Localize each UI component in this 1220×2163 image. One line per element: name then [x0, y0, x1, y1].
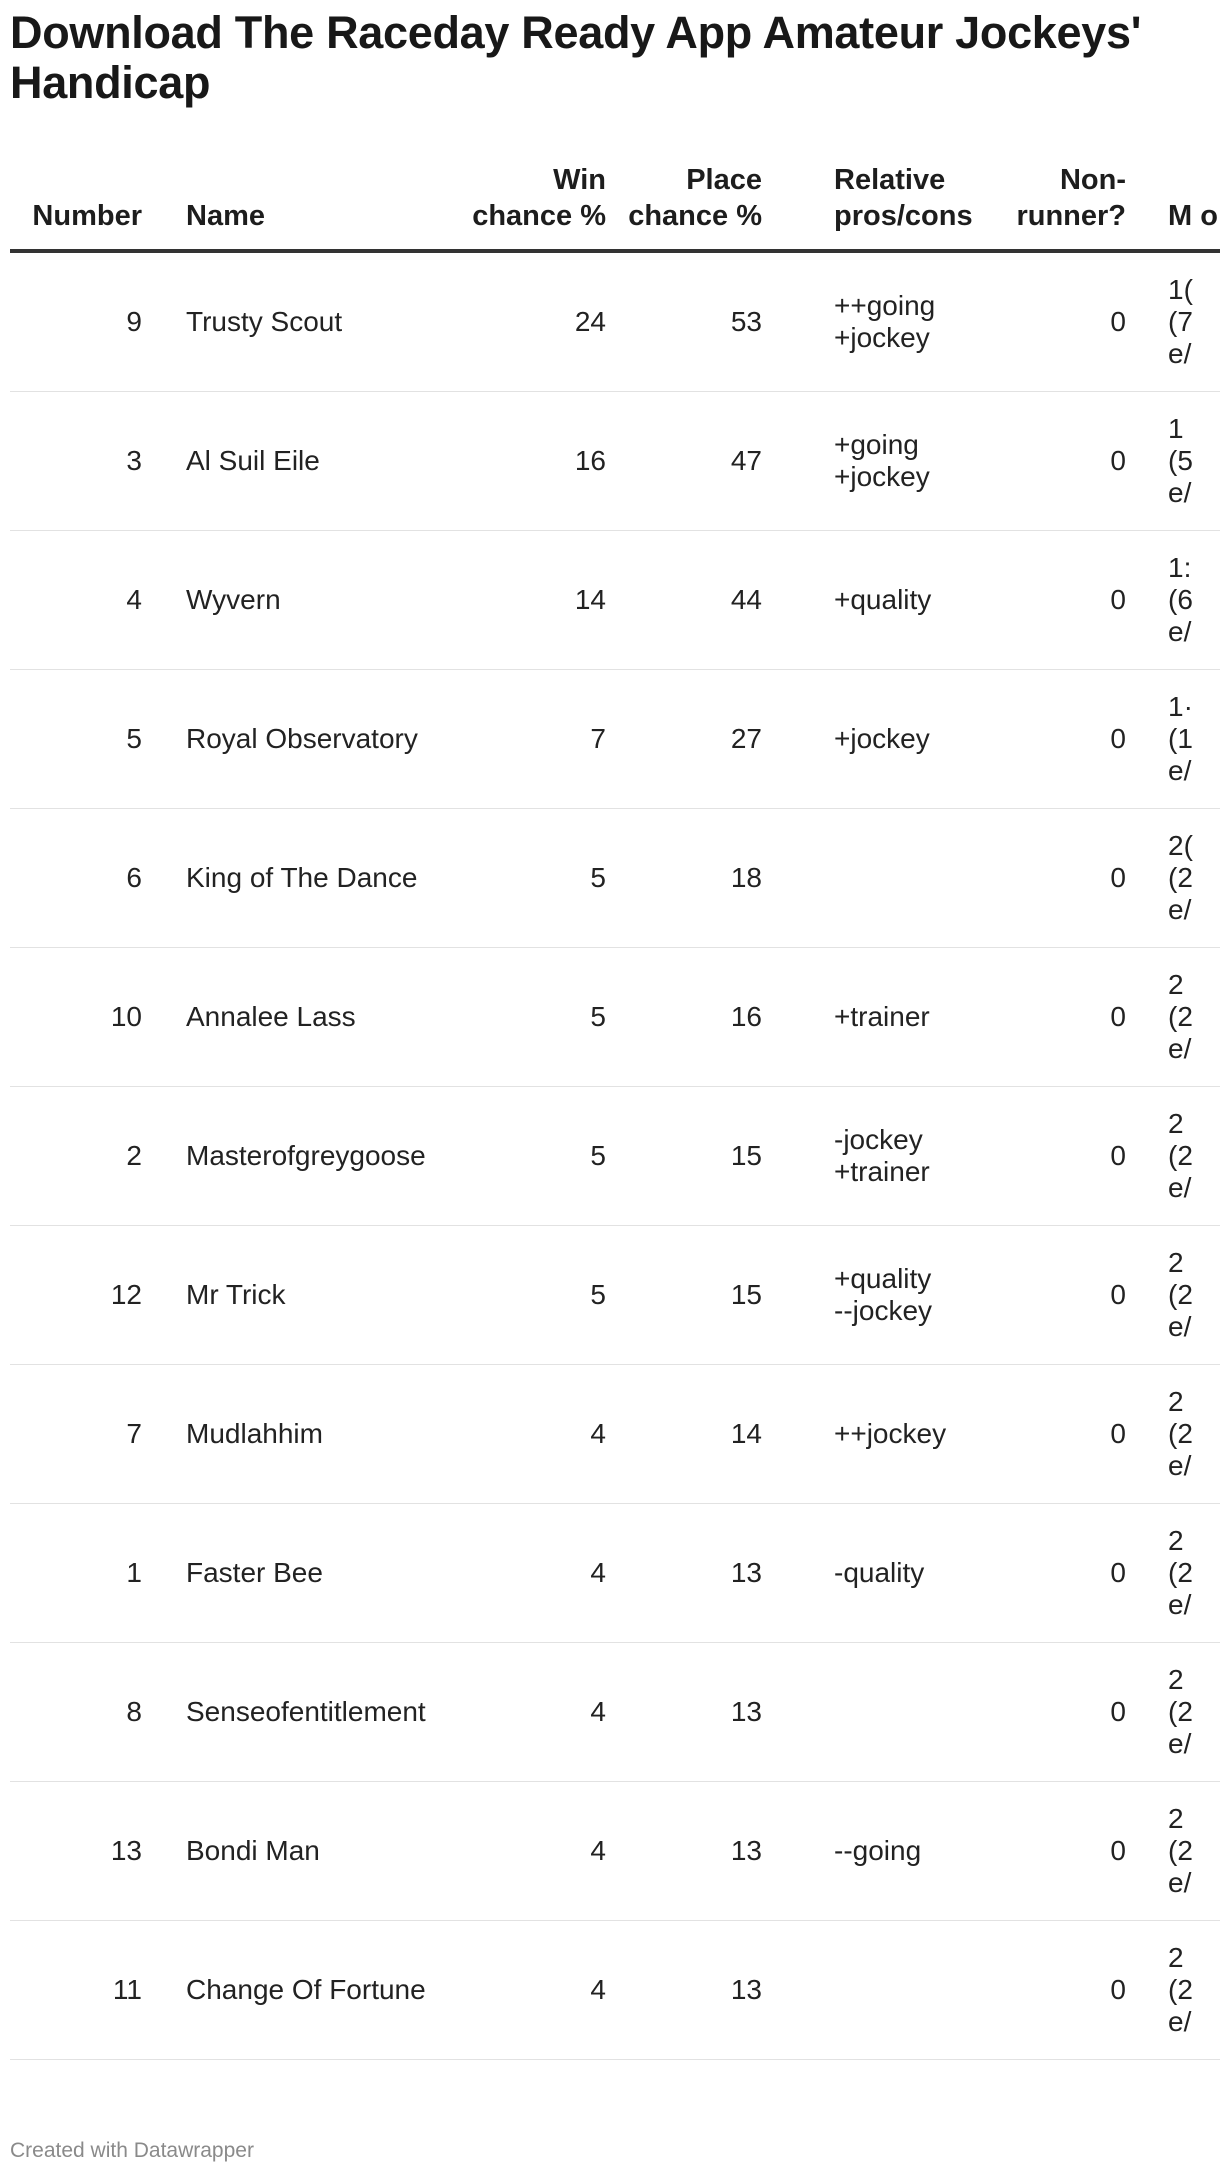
cell-non-runner: 0 — [966, 1643, 1142, 1782]
header-name[interactable]: Name — [176, 162, 446, 251]
cell-number: 2 — [10, 1087, 176, 1226]
pros-cons-line: +jockey — [834, 322, 930, 353]
market-line: e/ — [1168, 1728, 1192, 1759]
cell-non-runner: 0 — [966, 1365, 1142, 1504]
table-row — [10, 948, 1220, 1087]
header-market[interactable]: M o — [1142, 162, 1220, 251]
table-row — [10, 1782, 1220, 1921]
market-line: 2 — [1168, 1108, 1184, 1139]
cell-relative-pros-cons — [772, 1365, 966, 1504]
cell-non-runner: 0 — [966, 392, 1142, 531]
cell-non-runner: 0 — [966, 1782, 1142, 1921]
market-line: e/ — [1168, 1311, 1192, 1342]
market-line: 1( — [1168, 274, 1193, 305]
cell-place-chance: 13 — [606, 1643, 772, 1782]
cell-win-chance: 4 — [446, 1782, 606, 1921]
cell-relative-pros-cons — [772, 1504, 966, 1643]
cell-relative-pros-cons — [772, 1782, 966, 1921]
cell-number: 10 — [10, 948, 176, 1087]
cell-relative-pros-cons — [772, 809, 966, 948]
cell-place-chance: 15 — [606, 1226, 772, 1365]
market-line: (2 — [1168, 1001, 1193, 1032]
market-line: (6 — [1168, 584, 1193, 615]
cell-number: 12 — [10, 1226, 176, 1365]
market-line: e/ — [1168, 1867, 1192, 1898]
cell-market — [1142, 251, 1220, 392]
cell-relative-pros-cons — [772, 948, 966, 1087]
market-line: e/ — [1168, 894, 1192, 925]
market-line: 2( — [1168, 830, 1193, 861]
cell-number: 3 — [10, 392, 176, 531]
market-line: 2 — [1168, 1803, 1184, 1834]
cell-relative-pros-cons — [772, 392, 966, 531]
cell-market — [1142, 531, 1220, 670]
cell-relative-pros-cons — [772, 1226, 966, 1365]
cell-non-runner: 0 — [966, 531, 1142, 670]
cell-market — [1142, 392, 1220, 531]
pros-cons-line: --jockey — [834, 1295, 933, 1326]
market-line: (2 — [1168, 1835, 1193, 1866]
cell-market — [1142, 670, 1220, 809]
cell-win-chance: 4 — [446, 1921, 606, 2060]
cell-number: 1 — [10, 1504, 176, 1643]
chart-title: Download The Raceday Ready App Amateur Jockeys' Handicap — [10, 7, 1142, 108]
cell-win-chance: 5 — [446, 948, 606, 1087]
cell-non-runner: 0 — [966, 1226, 1142, 1365]
pros-cons-line: --going — [834, 1835, 922, 1866]
cell-place-chance: 18 — [606, 809, 772, 948]
cell-market — [1142, 1365, 1220, 1504]
cell-number: 7 — [10, 1365, 176, 1504]
table-row — [10, 670, 1220, 809]
table-row — [10, 1087, 1220, 1226]
market-line: 1: — [1168, 552, 1192, 583]
cell-market — [1142, 809, 1220, 948]
cell-name: Al Suil Eile — [176, 392, 446, 531]
cell-place-chance: 27 — [606, 670, 772, 809]
pros-cons-line: ++going — [834, 290, 936, 321]
table-header — [10, 162, 1220, 251]
cell-name: Mudlahhim — [176, 1365, 446, 1504]
cell-name: Change Of Fortune — [176, 1921, 446, 2060]
cell-market — [1142, 1643, 1220, 1782]
cell-name: Masterofgreygoose — [176, 1087, 446, 1226]
market-line: (2 — [1168, 1557, 1193, 1588]
market-line: e/ — [1168, 1450, 1192, 1481]
pros-cons-line: +jockey — [834, 723, 930, 754]
market-line: (2 — [1168, 1974, 1193, 2005]
cell-number: 13 — [10, 1782, 176, 1921]
market-line: (2 — [1168, 1418, 1193, 1449]
cell-non-runner: 0 — [966, 251, 1142, 392]
cell-non-runner: 0 — [966, 1087, 1142, 1226]
pros-cons-line: -jockey — [834, 1124, 923, 1155]
cell-non-runner: 0 — [966, 1504, 1142, 1643]
data-table — [10, 162, 1220, 2060]
market-line: (2 — [1168, 1696, 1193, 1727]
cell-name: Royal Observatory — [176, 670, 446, 809]
pros-cons-line: -quality — [834, 1557, 925, 1588]
market-line: e/ — [1168, 1033, 1192, 1064]
table-row — [10, 1365, 1220, 1504]
cell-win-chance: 14 — [446, 531, 606, 670]
market-line: 2 — [1168, 1942, 1184, 1973]
cell-place-chance: 15 — [606, 1087, 772, 1226]
cell-name: Annalee Lass — [176, 948, 446, 1087]
cell-market — [1142, 1921, 1220, 2060]
market-line: (2 — [1168, 1279, 1193, 1310]
cell-place-chance: 53 — [606, 251, 772, 392]
cell-non-runner: 0 — [966, 1921, 1142, 2060]
cell-place-chance: 47 — [606, 392, 772, 531]
header-number[interactable]: Number — [10, 162, 176, 251]
cell-relative-pros-cons — [772, 1921, 966, 2060]
cell-number: 11 — [10, 1921, 176, 2060]
market-line: 2 — [1168, 1664, 1184, 1695]
market-line: e/ — [1168, 616, 1192, 647]
cell-name: Faster Bee — [176, 1504, 446, 1643]
cell-relative-pros-cons — [772, 1087, 966, 1226]
cell-win-chance: 4 — [446, 1504, 606, 1643]
pros-cons-line: +going — [834, 429, 919, 460]
cell-name: Trusty Scout — [176, 251, 446, 392]
market-line: e/ — [1168, 2006, 1192, 2037]
cell-number: 5 — [10, 670, 176, 809]
cell-place-chance: 14 — [606, 1365, 772, 1504]
table-row — [10, 1504, 1220, 1643]
market-line: 2 — [1168, 969, 1184, 1000]
cell-name: Bondi Man — [176, 1782, 446, 1921]
cell-relative-pros-cons — [772, 251, 966, 392]
header-win-chance[interactable]: Win chance % — [446, 162, 606, 251]
cell-place-chance: 13 — [606, 1921, 772, 2060]
market-line: e/ — [1168, 1172, 1192, 1203]
cell-win-chance: 4 — [446, 1643, 606, 1782]
pros-cons-line: ++jockey — [834, 1418, 947, 1449]
market-line: e/ — [1168, 338, 1192, 369]
cell-number: 4 — [10, 531, 176, 670]
cell-win-chance: 16 — [446, 392, 606, 531]
market-line: (2 — [1168, 862, 1193, 893]
header-non-runner[interactable]: Non-runner? — [966, 162, 1142, 251]
header-row — [10, 162, 1220, 251]
pros-cons-line: +jockey — [834, 461, 930, 492]
cell-market — [1142, 1782, 1220, 1921]
market-line: 2 — [1168, 1247, 1184, 1278]
header-relative-pros-cons[interactable]: Relative pros/cons — [772, 162, 966, 251]
pros-cons-line: +quality — [834, 584, 932, 615]
market-line: 2 — [1168, 1525, 1184, 1556]
market-line: e/ — [1168, 755, 1192, 786]
cell-number: 6 — [10, 809, 176, 948]
market-line: (2 — [1168, 1140, 1193, 1171]
cell-non-runner: 0 — [966, 948, 1142, 1087]
cell-market — [1142, 948, 1220, 1087]
market-line: 1 — [1168, 413, 1184, 444]
table-row — [10, 531, 1220, 670]
market-line: (7 — [1168, 306, 1193, 337]
market-line: e/ — [1168, 477, 1192, 508]
header-place-chance[interactable]: Place chance % — [606, 162, 772, 251]
cell-place-chance: 16 — [606, 948, 772, 1087]
pros-cons-line: +quality — [834, 1263, 932, 1294]
market-line: e/ — [1168, 1589, 1192, 1620]
table-row — [10, 251, 1220, 392]
cell-non-runner: 0 — [966, 809, 1142, 948]
market-line: (5 — [1168, 445, 1193, 476]
cell-non-runner: 0 — [966, 670, 1142, 809]
cell-market — [1142, 1504, 1220, 1643]
table-row — [10, 1921, 1220, 2060]
cell-win-chance: 7 — [446, 670, 606, 809]
table-row — [10, 392, 1220, 531]
cell-place-chance: 13 — [606, 1504, 772, 1643]
cell-place-chance: 44 — [606, 531, 772, 670]
pros-cons-line: +trainer — [834, 1156, 930, 1187]
datawrapper-credit: Created with Datawrapper — [10, 2139, 254, 2162]
pros-cons-line: +trainer — [834, 1001, 930, 1032]
cell-relative-pros-cons — [772, 531, 966, 670]
table-row — [10, 809, 1220, 948]
market-line: 2 — [1168, 1386, 1184, 1417]
cell-relative-pros-cons — [772, 1643, 966, 1782]
cell-market — [1142, 1226, 1220, 1365]
cell-number: 8 — [10, 1643, 176, 1782]
cell-win-chance: 4 — [446, 1365, 606, 1504]
cell-win-chance: 5 — [446, 809, 606, 948]
table-row — [10, 1226, 1220, 1365]
cell-place-chance: 13 — [606, 1782, 772, 1921]
cell-win-chance: 5 — [446, 1087, 606, 1226]
cell-name: Mr Trick — [176, 1226, 446, 1365]
table-row — [10, 1643, 1220, 1782]
cell-win-chance: 24 — [446, 251, 606, 392]
cell-name: King of The Dance — [176, 809, 446, 948]
cell-name: Senseofentitlement — [176, 1643, 446, 1782]
cell-win-chance: 5 — [446, 1226, 606, 1365]
data-table-container — [10, 162, 1220, 2060]
cell-market — [1142, 1087, 1220, 1226]
cell-relative-pros-cons — [772, 670, 966, 809]
table-body — [10, 251, 1220, 2060]
market-line: (1 — [1168, 723, 1193, 754]
cell-number: 9 — [10, 251, 176, 392]
market-line: 1· — [1168, 691, 1193, 722]
cell-name: Wyvern — [176, 531, 446, 670]
